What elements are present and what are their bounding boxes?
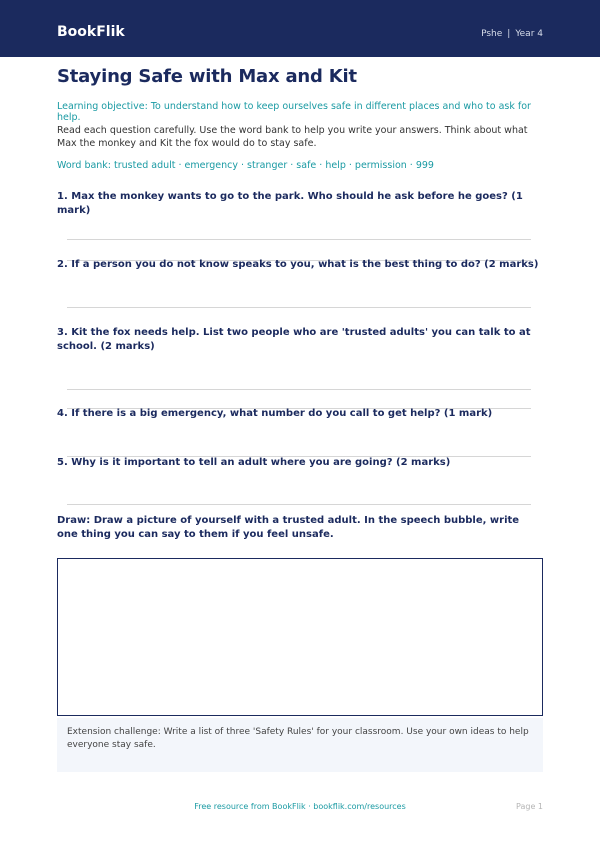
extension-challenge: Extension challenge: Write a list of three 'Safety Rules' for your classroom. Use your own ideas to help everyone stay safe. <box>57 718 543 772</box>
question-5: 5. Why is it important to tell an adult where you are going? (2 marks) <box>57 457 451 468</box>
year-label: Year 4 <box>515 29 543 39</box>
instructions: Read each question carefully. Use the word bank to help you write your answers. Think about what Max the monkey and Kit the fox would do to stay safe. <box>57 125 528 149</box>
draw-task: Draw: Draw a picture of yourself with a trusted adult. In the speech bubble, write one thing you can say to them if you feel unsafe. <box>57 515 520 540</box>
footer-text[interactable]: Free resource from BookFlik · bookflik.com/resources <box>194 802 406 811</box>
page-title: Staying Safe with Max and Kit <box>57 66 357 87</box>
question-4: 4. If there is a big emergency, what number do you call to get help? (1 mark) <box>57 408 493 419</box>
answer-line[interactable] <box>67 239 531 240</box>
subject-year: Pshe | Year 4 <box>481 29 543 39</box>
question-2: 2. If a person you do not know speaks to you, what is the best thing to do? (2 marks) <box>57 259 539 270</box>
drawing-box[interactable] <box>57 558 543 716</box>
brand-logo[interactable]: BookFlik <box>57 24 125 40</box>
header-bar <box>0 0 600 57</box>
answer-line[interactable] <box>67 504 531 505</box>
word-bank: Word bank: trusted adult · emergency · stranger · safe · help · permission · 999 <box>57 160 434 171</box>
learning-objective: Learning objective: To understand how to keep ourselves safe in different places and who to ask for help. <box>57 101 531 123</box>
question-3: 3. Kit the fox needs help. List two people who are 'trusted adults' you can talk to at school. (2 marks) <box>57 327 531 352</box>
question-1: 1. Max the monkey wants to go to the park. Who should he ask before he goes? (1 mark) <box>57 191 523 216</box>
subject-label: Pshe <box>481 29 503 39</box>
answer-line[interactable] <box>67 307 531 308</box>
page-number: Page 1 <box>516 802 543 811</box>
answer-line[interactable] <box>67 389 531 390</box>
